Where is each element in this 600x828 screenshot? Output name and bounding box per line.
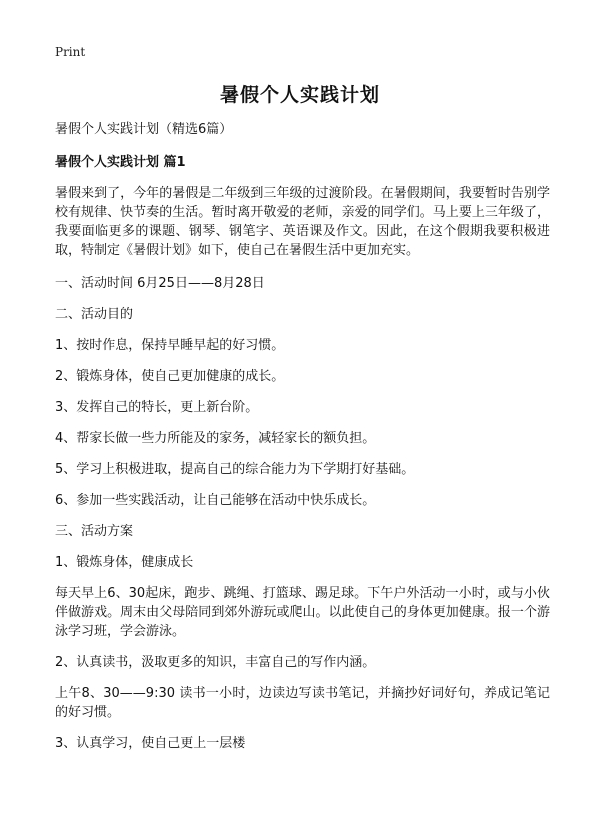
list-item: 5、学习上积极进取，提高自己的综合能力为下学期打好基础。 <box>55 462 415 477</box>
paragraph-reading-detail: 上午8、30——9:30 读书一小时，边读边写读书笔记，并摘抄好词好句，养成记笔记的好习惯。 <box>55 686 550 720</box>
paragraph-activity-purpose: 二、活动目的 <box>55 307 134 322</box>
article-heading: 暑假个人实践计划 篇1 <box>55 155 186 170</box>
list-item: 4、帮家长做一些力所能及的家务，减轻家长的额负担。 <box>55 431 376 446</box>
document-title: 暑假个人实践计划 <box>219 84 380 106</box>
document-body <box>55 120 550 765</box>
list-item: 3、认真学习，使自己更上一层楼 <box>55 736 246 751</box>
list-item: 1、按时作息，保持早睡早起的好习惯。 <box>55 338 285 353</box>
document-subtitle: 暑假个人实践计划（精选6篇） <box>55 122 233 137</box>
paragraph-activity-plan: 三、活动方案 <box>55 524 134 539</box>
intro-paragraph: 暑假来到了，今年的暑假是二年级到三年级的过渡阶段。在暑假期间，我要暂时告别学校有规律、快节奏的生活。暂时离开敬爱的老师，亲爱的同学们。马上要上三年级了，我要面临更多的课题、钢琴、钢笔字、英语课及作文。因此，在这个假期我要积极进取，特制定《暑假计划》如下，使自己在暑假生活中更加充实。 <box>55 186 550 258</box>
print-label: Print <box>55 45 86 59</box>
list-item: 6、参加一些实践活动，让自己能够在活动中快乐成长。 <box>55 493 376 508</box>
list-item: 2、锻炼身体，使自己更加健康的成长。 <box>55 369 285 384</box>
paragraph-exercise-detail: 每天早上6、30起床，跑步、跳绳、打篮球、踢足球。下午户外活动一小时，或与小伙伴做游戏。周末由父母陪同到郊外游玩或爬山。以此使自己的身体更加健康。报一个游泳学习班，学会游泳。 <box>55 586 550 639</box>
paragraph-activity-time: 一、活动时间 6月25日——8月28日 <box>55 276 265 291</box>
list-item: 3、发挥自己的特长，更上新台阶。 <box>55 400 259 415</box>
list-item: 1、锻炼身体，健康成长 <box>55 555 194 570</box>
list-item: 2、认真读书，汲取更多的知识，丰富自己的写作内涵。 <box>55 655 376 670</box>
